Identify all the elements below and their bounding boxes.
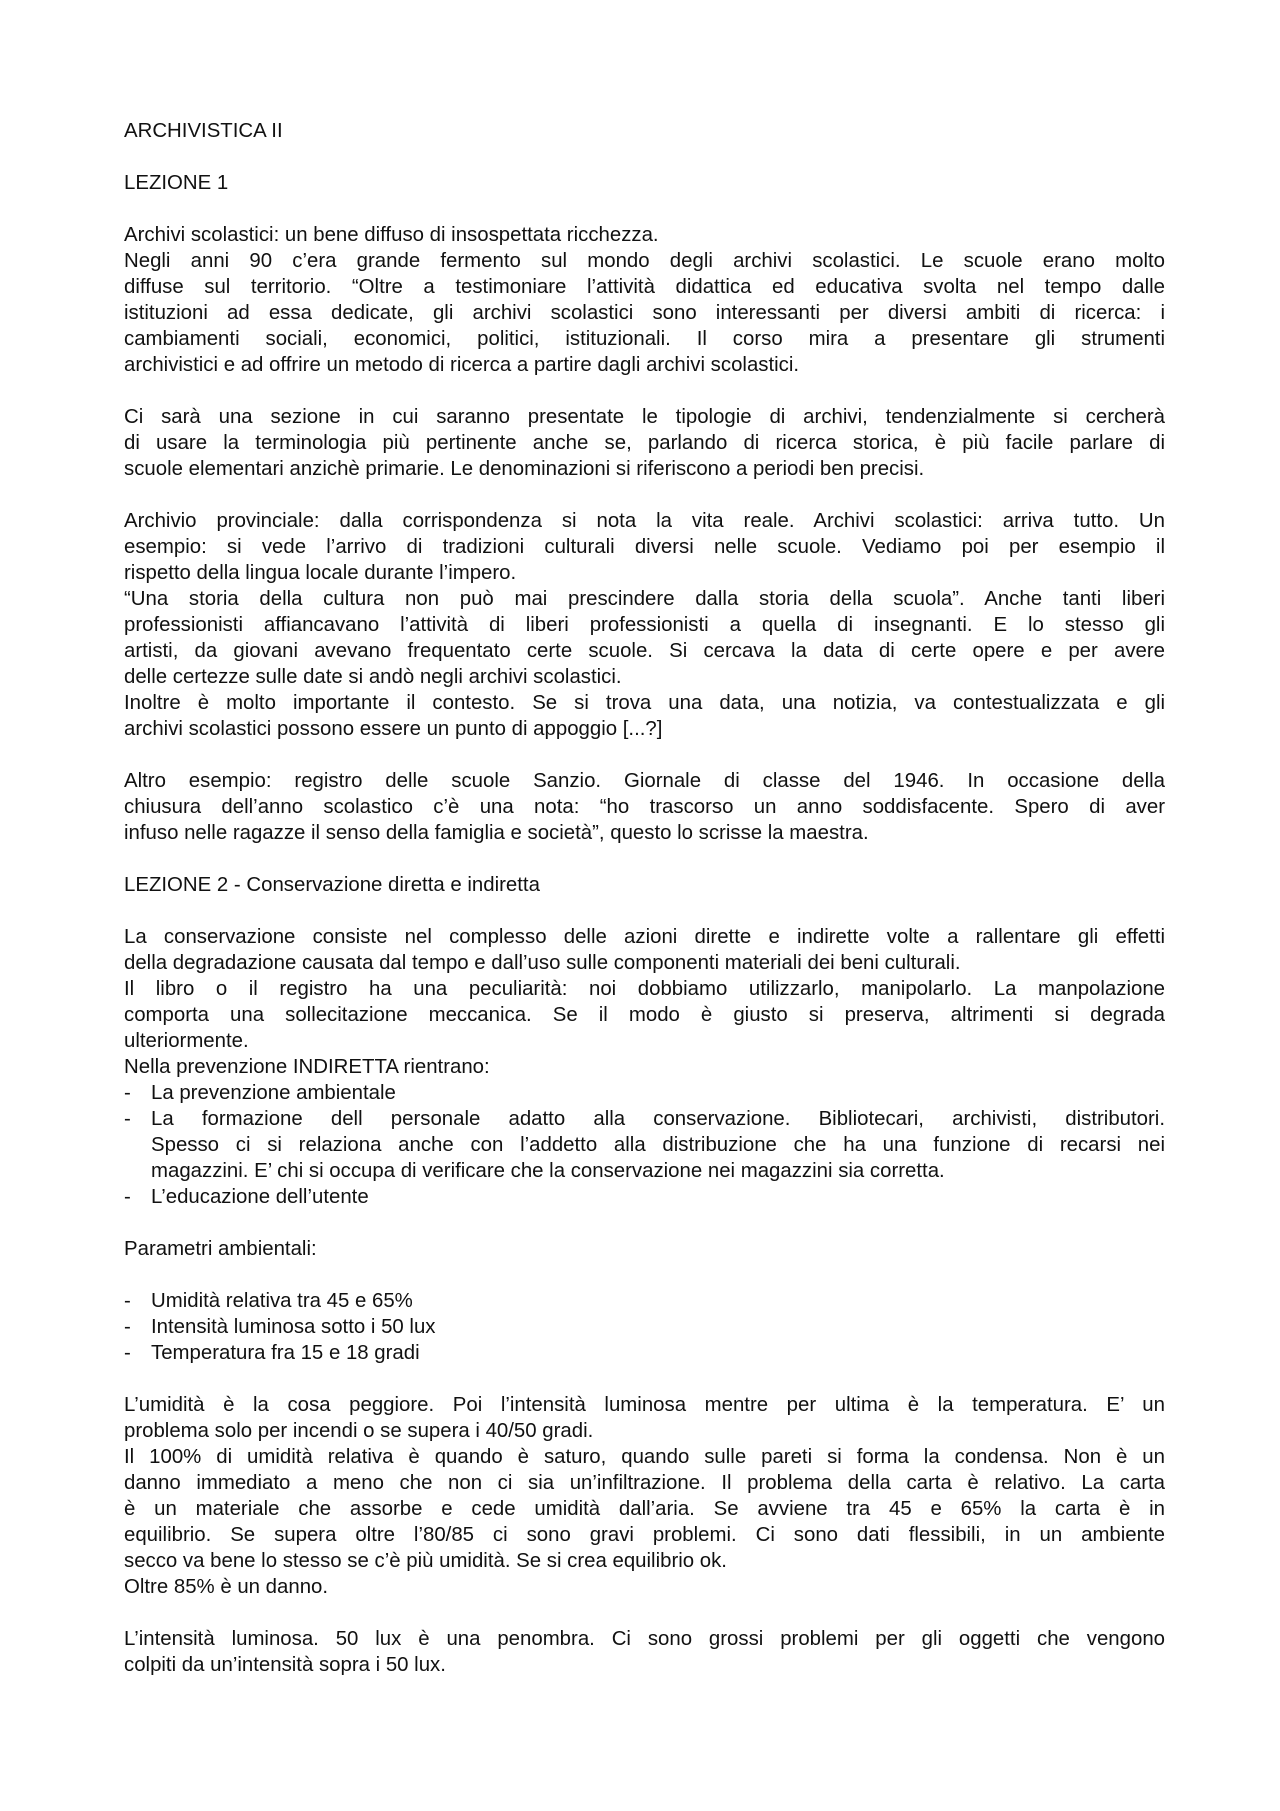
list-item-text: Spesso ci si relaziona anche con l’addetto alla distribuzione che ha una funzione di recarsi nei: [151, 1134, 1165, 1156]
list-item: [124, 1184, 1165, 1210]
text-line: scuole elementari anzichè primarie. Le denominazioni si riferiscono a periodi ben precisi.: [124, 458, 925, 480]
list-item-line: [124, 1106, 1165, 1132]
text-line: problema solo per incendi o se supera i 40/50 gradi.: [124, 1420, 594, 1442]
list-item-text: L’educazione dell’utente: [151, 1186, 369, 1208]
text-line: Inoltre è molto importante il contesto. Se si trova una data, una notizia, va contestualizzata e gli: [124, 692, 1165, 714]
text-line: delle certezze sulle date si andò negli archivi scolastici.: [124, 666, 622, 688]
list-item: [124, 1288, 1165, 1314]
list-item-text: magazzini. E’ chi si occupa di verificare che la conservazione nei magazzini sia corretta.: [151, 1160, 945, 1182]
text-line: esempio: si vede l’arrivo di tradizioni culturali diversi nelle scuole. Vediamo poi per esempio il: [124, 536, 1165, 558]
list-bullet: -: [124, 1108, 131, 1130]
text-line: infuso nelle ragazze il senso della famiglia e società”, questo lo scrisse la maestra.: [124, 822, 869, 844]
list-item: [124, 1340, 1165, 1366]
text-line: della degradazione causata dal tempo e dall’uso sulle componenti materiali dei beni culturali.: [124, 952, 961, 974]
params-heading: Parametri ambientali:: [124, 1238, 317, 1260]
list-item-text: Temperatura fra 15 e 18 gradi: [151, 1342, 420, 1364]
text-line: diffuse sul territorio. “Oltre a testimoniare l’attività didattica ed educativa svolta nel tempo dalle: [124, 276, 1165, 298]
spacer: [124, 144, 1165, 170]
spacer: [124, 1262, 1165, 1288]
text-line: Il 100% di umidità relativa è quando è saturo, quando sulle pareti si forma la condensa. Non è un: [124, 1446, 1165, 1468]
spacer: [124, 898, 1165, 924]
text-line: archivistici e ad offrire un metodo di ricerca a partire dagli archivi scolastici.: [124, 354, 800, 376]
list-item-text: La formazione dell personale adatto alla conservazione. Bibliotecari, archivisti, distributori.: [151, 1108, 1165, 1130]
text-line: danno immediato a meno che non ci sia un’infiltrazione. Il problema della carta è relativo. La carta: [124, 1472, 1165, 1494]
text-line: colpiti da un’intensità sopra i 50 lux.: [124, 1654, 446, 1676]
lesson-1-heading: LEZIONE 1: [124, 172, 229, 194]
spacer: [124, 482, 1165, 508]
lesson-2-paragraph-1: [124, 924, 1165, 1080]
list-bullet: -: [124, 1290, 131, 1312]
lesson-2-paragraph-3: [124, 1626, 1165, 1678]
list-bullet: -: [124, 1082, 131, 1104]
spacer: [124, 846, 1165, 872]
text-line: artisti, da giovani avevano frequentato certe scuole. Si cercava la data di certe opere e per avere: [124, 640, 1165, 662]
spacer: [124, 1600, 1165, 1626]
text-line: Archivio provinciale: dalla corrispondenza si nota la vita reale. Archivi scolastici: arriva tutto. Un: [124, 510, 1165, 532]
text-line: Altro esempio: registro delle scuole Sanzio. Giornale di classe del 1946. In occasione della: [124, 770, 1165, 792]
lesson-1-paragraph-1: [124, 222, 1165, 378]
text-line: secco va bene lo stesso se c’è più umidità. Se si crea equilibrio ok.: [124, 1550, 727, 1572]
spacer: [124, 1366, 1165, 1392]
list-bullet: -: [124, 1316, 131, 1338]
text-line: professionisti affiancavano l’attività di liberi professionisti a quella di insegnanti. E lo stesso gli: [124, 614, 1165, 636]
spacer: [124, 742, 1165, 768]
list-item-text: Umidità relativa tra 45 e 65%: [151, 1290, 413, 1312]
list-item: [124, 1106, 1165, 1184]
spacer: [124, 1210, 1165, 1236]
text-line: Nella prevenzione INDIRETTA rientrano:: [124, 1056, 490, 1078]
text-line: “Una storia della cultura non può mai prescindere dalla storia della scuola”. Anche tanti liberi: [124, 588, 1165, 610]
list-item-text: Intensità luminosa sotto i 50 lux: [151, 1316, 436, 1338]
list-item: [124, 1314, 1165, 1340]
text-line: equilibrio. Se supera oltre l’80/85 ci sono gravi problemi. Ci sono dati flessibili, in un ambiente: [124, 1524, 1165, 1546]
text-line: ulteriormente.: [124, 1030, 249, 1052]
lesson-1-paragraph-2: [124, 404, 1165, 482]
text-line: istituzioni ad essa dedicate, gli archivi scolastici sono interessanti per diversi ambiti di ricerca: i: [124, 302, 1165, 324]
text-line: Archivi scolastici: un bene diffuso di insospettata ricchezza.: [124, 224, 659, 246]
text-line: comporta una sollecitazione meccanica. Se il modo è giusto si preserva, altrimenti si degrada: [124, 1004, 1165, 1026]
spacer: [124, 196, 1165, 222]
params-list: [124, 1288, 1165, 1366]
lesson-2-heading: LEZIONE 2 - Conservazione diretta e indiretta: [124, 874, 540, 896]
text-line: Negli anni 90 c’era grande fermento sul mondo degli archivi scolastici. Le scuole erano molto: [124, 250, 1165, 272]
document-title: ARCHIVISTICA II: [124, 120, 283, 142]
lesson-2-paragraph-2: [124, 1392, 1165, 1600]
list-bullet: -: [124, 1186, 131, 1208]
document-page: [124, 118, 1165, 1678]
text-line: L’intensità luminosa. 50 lux è una penombra. Ci sono grossi problemi per gli oggetti che vengono: [124, 1628, 1165, 1650]
list-item: [124, 1080, 1165, 1106]
text-line: L’umidità è la cosa peggiore. Poi l’intensità luminosa mentre per ultima è la temperatura. E’ un: [124, 1394, 1165, 1416]
text-line: cambiamenti sociali, economici, politici, istituzionali. Il corso mira a presentare gli strumenti: [124, 328, 1165, 350]
text-line: Ci sarà una sezione in cui saranno presentate le tipologie di archivi, tendenzialmente si cercherà: [124, 406, 1165, 428]
text-line: Il libro o il registro ha una peculiarità: noi dobbiamo utilizzarlo, manipolarlo. La manpolazione: [124, 978, 1165, 1000]
text-line: Oltre 85% è un danno.: [124, 1576, 329, 1598]
text-line: di usare la terminologia più pertinente anche se, parlando di ricerca storica, è più facile parlare di: [124, 432, 1165, 454]
text-line: chiusura dell’anno scolastico c’è una nota: “ho trascorso un anno soddisfacente. Spero di aver: [124, 796, 1165, 818]
text-line: rispetto della lingua locale durante l’impero.: [124, 562, 517, 584]
text-line: è un materiale che assorbe e cede umidità dall’aria. Se avviene tra 45 e 65% la carta è in: [124, 1498, 1165, 1520]
lesson-1-paragraph-3: [124, 508, 1165, 742]
lesson-1-paragraph-4: [124, 768, 1165, 846]
prevention-list: [124, 1080, 1165, 1210]
list-item-text: La prevenzione ambientale: [151, 1082, 396, 1104]
text-line: archivi scolastici possono essere un punto di appoggio [...?]: [124, 718, 663, 740]
text-line: La conservazione consiste nel complesso delle azioni dirette e indirette volte a rallentare gli effetti: [124, 926, 1165, 948]
list-bullet: -: [124, 1342, 131, 1364]
spacer: [124, 378, 1165, 404]
